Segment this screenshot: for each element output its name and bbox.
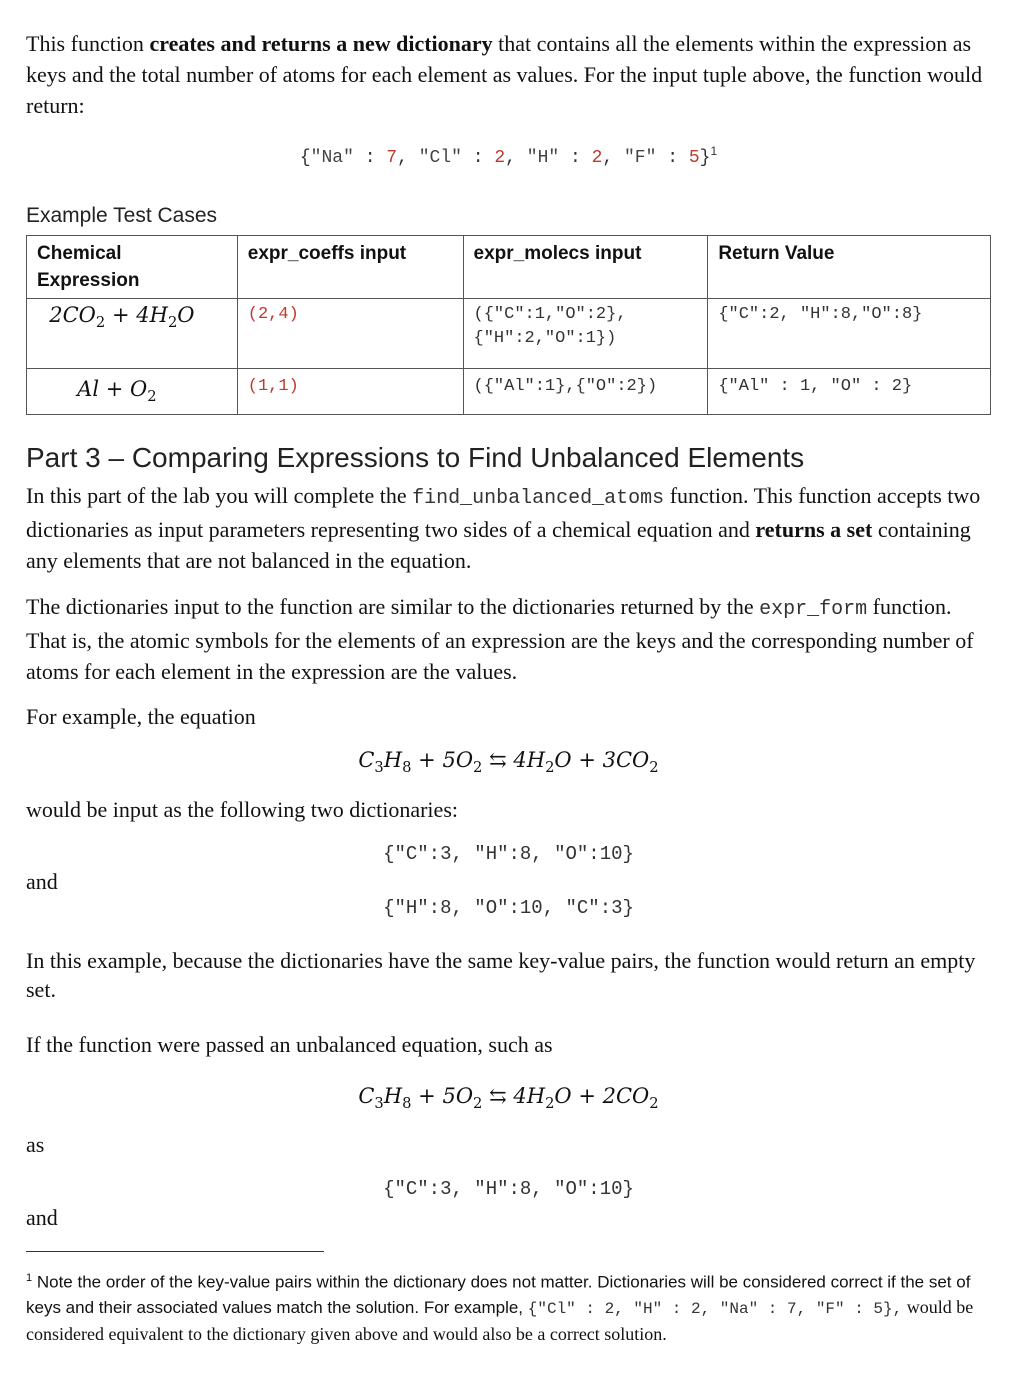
- row2-return: {"Al" : 1, "O" : 2}: [708, 369, 991, 415]
- intro-bold-text: creates and returns a new dictionary: [149, 31, 493, 56]
- row2-expression: $Al + O_2$: [27, 369, 238, 415]
- dict-left-balanced: {"C":3, "H":8, "O":10}: [383, 843, 634, 865]
- part3-heading: Part 3 – Comparing Expressions to Find Unbalanced Elements: [26, 442, 805, 473]
- dict-right-balanced: {"H":8, "O":10, "C":3}: [383, 897, 634, 919]
- example-return-dict: {"Na" : 7, "Cl" : 2, "H" : 2, "F" : 5}$^1$: [299, 144, 718, 168]
- header-expr-coeffs: expr_coeffs input: [237, 236, 463, 299]
- footnote: $^1$ Note the order of the key-value pairs within the dictionary does not matter. Dictionaries will be considered correct if the set of keys and their associated values match the solution. For example, {"Cl" : 2, "H" : 2, "Na" : 7, "F" : 5}, would be considered equivalent to the dictionary given above and would also be a correct solution.: [26, 1272, 974, 1344]
- footnote-mark: 1: [26, 1272, 33, 1284]
- footnote-ref: 1: [710, 144, 718, 158]
- table-caption: Example Test Cases: [26, 204, 218, 227]
- header-return-value: Return Value: [708, 236, 991, 299]
- row1-molecs-line1: ({"C":1,"O":2},: [473, 305, 627, 324]
- part3-paragraph-1: In this part of the lab you will complete the find_unbalanced_atoms function. This function accepts two dictionaries as input parameters representing two sides of a chemical equation and returns a set containing any elements that are not balanced in the equation.: [26, 483, 981, 573]
- for-example-text: For example, the equation: [26, 704, 256, 729]
- table-row: [27, 299, 991, 369]
- table-row: [27, 369, 991, 415]
- function-name-code: find_unbalanced_atoms: [412, 487, 665, 510]
- as-text: as: [26, 1132, 45, 1157]
- row1-coeffs: (2,4): [237, 299, 463, 369]
- row1-expression: $2CO_2 + 4H_2O$: [27, 299, 238, 369]
- row1-molecs: [463, 299, 708, 369]
- header-expr-molecs: expr_molecs input: [463, 236, 708, 299]
- row2-molecs: ({"Al":1},{"O":2}): [463, 369, 708, 415]
- footnote-code: {"Cl" : 2, "H" : 2, "Na" : 7, "F" : 5},: [527, 1299, 903, 1318]
- bold-returns-set: returns a set: [755, 517, 873, 542]
- test-cases-table: [26, 235, 991, 415]
- input-as-dicts-text: would be input as the following two dictionaries:: [26, 797, 458, 822]
- row1-molecs-line2: {"H":2,"O":1}): [473, 329, 617, 348]
- empty-set-paragraph: In this example, because the dictionaries have the same key-value pairs, the function would return an empty set.: [26, 948, 976, 1002]
- balanced-equation: $C_3H_8 + 5O_2$ ⇆ $4H_2O + 3CO_2$: [358, 748, 659, 777]
- row1-return: {"C":2, "H":8,"O":8}: [708, 299, 991, 369]
- intro-text-cont: that contains all the elements within the expression as keys and the total number of atoms for each element as values. For the input tuple above, the function would return:: [26, 31, 983, 118]
- and-text-2: and: [26, 1205, 58, 1230]
- intro-paragraph: [26, 28, 991, 121]
- unbalanced-intro-text: If the function were passed an unbalanced equation, such as: [26, 1032, 553, 1057]
- header-chemical-expression: Chemical Expression: [27, 236, 238, 299]
- intro-text: This function: [26, 31, 150, 56]
- expr-form-code: expr_form: [759, 598, 868, 621]
- row2-coeffs: (1,1): [237, 369, 463, 415]
- and-text-1: and: [26, 869, 58, 894]
- footnote-divider: [26, 1251, 324, 1252]
- table-header-row: [27, 236, 991, 299]
- dict-left-unbalanced: {"C":3, "H":8, "O":10}: [383, 1178, 634, 1200]
- unbalanced-equation: $C_3H_8 + 5O_2$ ⇆ $4H_2O + 2CO_2$: [358, 1084, 659, 1113]
- part3-paragraph-2: The dictionaries input to the function are similar to the dictionaries returned by the expr_form function. That is, the atomic symbols for the elements of an expression are the keys and the corresponding number of atoms for each element in the expression are the values.: [26, 594, 974, 684]
